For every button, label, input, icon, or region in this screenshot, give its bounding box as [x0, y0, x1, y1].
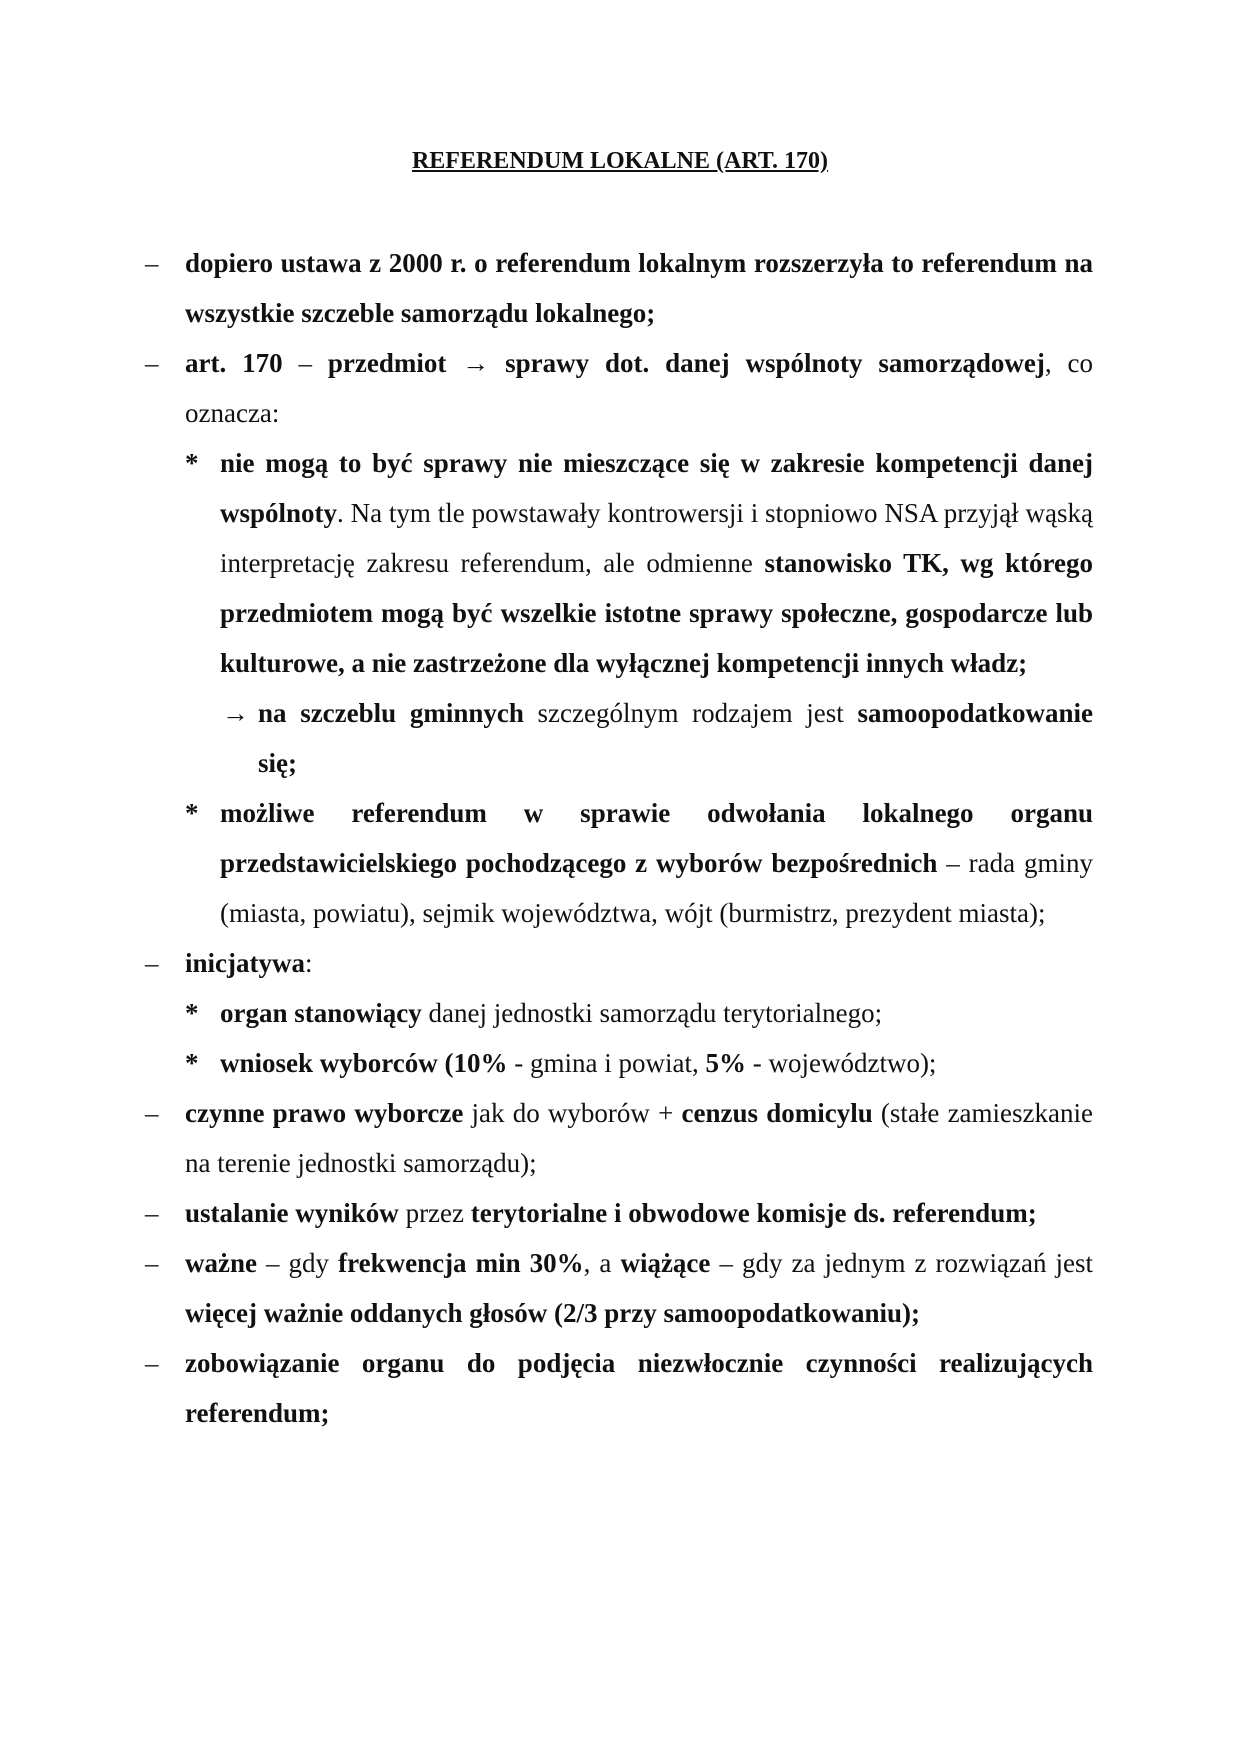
item-text: →: [446, 348, 506, 378]
dash-marker: –: [145, 248, 159, 278]
list-item: [145, 938, 1093, 988]
item-text: - gmina i powiat,: [507, 1048, 706, 1078]
item-text: wiążące: [620, 1248, 711, 1278]
item-text: danej jednostki samorządu terytorialnego;: [421, 998, 883, 1028]
dash-marker: –: [145, 1098, 159, 1128]
star-marker: *: [185, 998, 199, 1028]
item-text: - województwo);: [745, 1048, 937, 1078]
item-text: nie mogą to być sprawy nie mieszczące się w zakresie kompetencji danej wspólnoty: [220, 448, 1093, 528]
item-text: art. 170: [185, 348, 283, 378]
dash-marker: –: [145, 1248, 159, 1278]
item-text: – gdy: [256, 1248, 339, 1278]
list-item: [145, 338, 1094, 438]
item-text: , co oznacza:: [185, 348, 1094, 428]
item-text: sprawy dot. danej wspólnoty samorządowej: [505, 348, 1045, 378]
item-text: więcej ważnie oddanych głosów (2/3 przy samoopodatkowaniu);: [185, 1298, 921, 1328]
item-text: czynne prawo wyborcze: [185, 1098, 464, 1128]
item-text: wniosek wyborców (10%: [220, 1048, 508, 1078]
item-text: :: [304, 948, 313, 978]
item-text: 5%: [705, 1048, 746, 1078]
list-item: [185, 988, 1093, 1038]
item-text: terytorialne i obwodowe komisje ds. referendum;: [470, 1198, 1037, 1228]
item-text: przedmiot: [327, 348, 447, 378]
dash-marker: –: [145, 1348, 159, 1378]
item-text: ważne: [185, 1248, 257, 1278]
list-item: [145, 1338, 1093, 1438]
list-item: [185, 788, 1093, 938]
item-text: organ stanowiący: [220, 998, 422, 1028]
dash-marker: –: [145, 948, 159, 978]
item-text: frekwencja min 30%: [338, 1248, 584, 1278]
item-text: cenzus domicylu: [681, 1098, 873, 1128]
star-marker: *: [185, 798, 199, 828]
item-text: inicjatywa: [185, 948, 305, 978]
item-text: . Na tym tle powstawały kontrowersji i stopniowo NSA przyjął wąską interpretację zakresu referendum, ale odmienne: [220, 498, 1093, 578]
item-text: zobowiązanie organu do podjęcia niezwłocznie czynności realizujących referendum;: [185, 1348, 1093, 1428]
list-item: [145, 1188, 1093, 1238]
item-text: ustalanie wyników: [185, 1198, 399, 1228]
item-text: – gdy za jednym z rozwiązań jest: [710, 1248, 1094, 1278]
dash-marker: –: [145, 348, 159, 378]
item-text: szczególnym rodzajem jest: [523, 698, 858, 728]
item-text: , a: [583, 1248, 621, 1278]
item-text: przez: [398, 1198, 471, 1228]
list-item: [222, 688, 1093, 788]
list-item: [145, 1238, 1094, 1338]
item-text: –: [282, 348, 328, 378]
list-item: [145, 1088, 1093, 1188]
list-item: [185, 1038, 1093, 1088]
item-text: (stałe zamieszkanie na terenie jednostki samorządu);: [185, 1098, 1093, 1178]
list-item: [145, 238, 1093, 338]
item-text: możliwe referendum w sprawie odwołania lokalnego organu przedstawicielskiego pochodzącego z wyborów bezpośrednich: [220, 798, 1093, 878]
item-text: samoopodatkowanie się;: [258, 698, 1093, 778]
item-text: dopiero ustawa z 2000 r. o referendum lokalnym rozszerzyła to referendum na wszystkie szczeble samorządu lokalnego;: [185, 248, 1093, 328]
star-marker: *: [185, 448, 199, 478]
item-text: jak do wyborów +: [463, 1098, 682, 1128]
star-marker: *: [185, 1048, 199, 1078]
list-item: [185, 438, 1094, 688]
item-text: stanowisko TK, wg którego przedmiotem mogą być wszelkie istotne sprawy społeczne, gospodarcze lub kulturowe, a nie zastrzeżone dla wyłącznej kompetencji innych władz;: [220, 548, 1094, 678]
item-text: – rada gminy (miasta, powiatu), sejmik województwa, wójt (burmistrz, prezydent miasta);: [220, 848, 1093, 928]
item-text: na szczeblu gminnych: [258, 698, 524, 728]
document-body: [0, 238, 1240, 1438]
document-title: REFERENDUM LOKALNE (ART. 170): [411, 148, 829, 174]
arrow-marker: →: [222, 698, 249, 728]
dash-marker: –: [145, 1198, 159, 1228]
